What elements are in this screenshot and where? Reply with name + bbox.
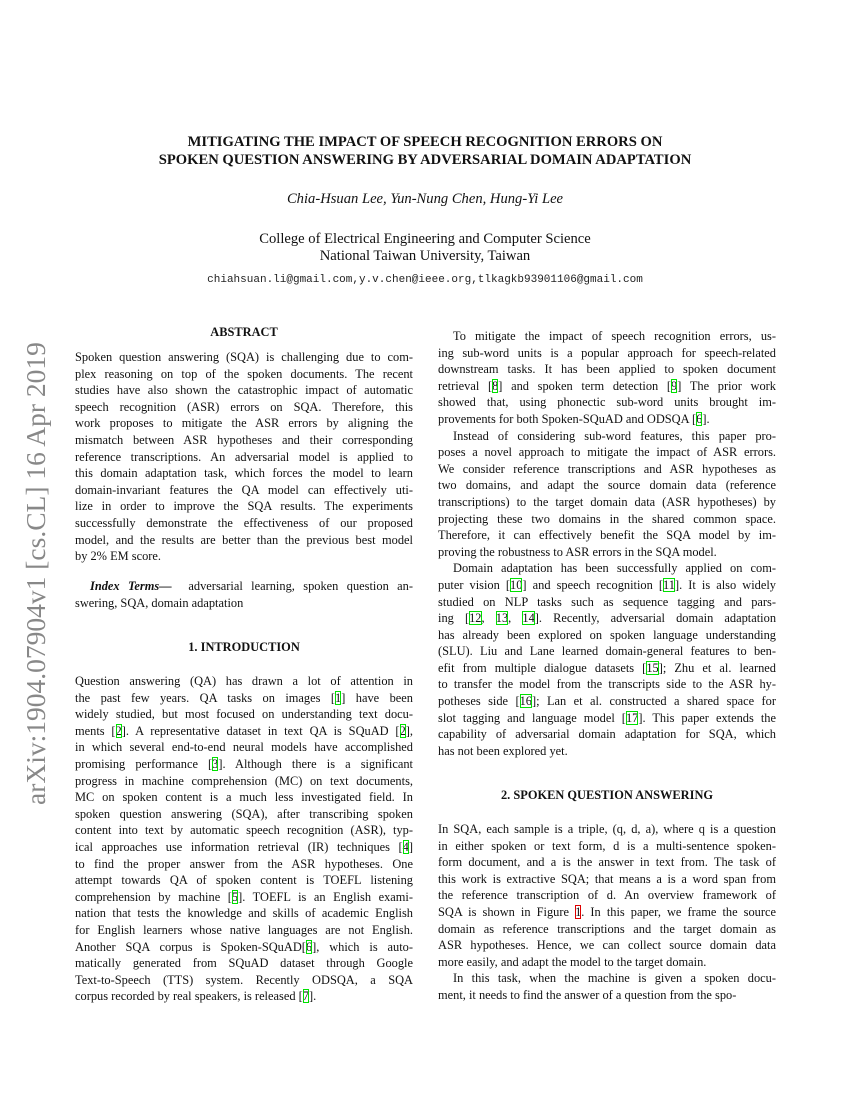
citation-link[interactable]: 8 — [492, 378, 499, 393]
text-line: spoken question answering (SQA), after transcribing spoken — [75, 806, 413, 821]
text-line: puter vision [10] and speech recognition [11]. It is also widely — [438, 577, 776, 592]
authors: Chia-Hsuan Lee, Yun-Nung Chen, Hung-Yi Lee — [286, 191, 564, 207]
text-line: ASR hypotheses. Hence, we can collect source domain data — [438, 938, 776, 953]
text-line: nation that tests the knowledge and skills of academic English — [75, 906, 413, 921]
text-line: more easily, and adapt the model to the target domain. — [438, 954, 707, 969]
citation-link[interactable]: 12 — [469, 611, 482, 626]
index-terms-line: swering, SQA, domain adaptation — [75, 595, 244, 610]
citation-link[interactable]: 10 — [510, 577, 523, 592]
text-line: proving the robustness to ASR errors in the SQA model. — [438, 544, 717, 559]
figure-link[interactable]: 1 — [575, 904, 582, 919]
text-line: progress in machine comprehension (MC) on text documents, — [75, 773, 413, 788]
text-line: transcriptions) to the target domain data (ASR hypotheses) by — [438, 494, 776, 509]
text-line: two domains, and adapt the source domain data (reference — [438, 478, 776, 493]
introduction-body-left — [75, 673, 413, 1005]
text-line: successfully demonstrate the effectiveness of our proposed — [75, 515, 413, 530]
text-line: (SLU). Liu and Lane learned domain-general features to ben- — [438, 644, 776, 659]
text-line: ing [12, 13, 14]. Recently, adversarial domain adaptation — [438, 611, 776, 626]
text-line: Question answering (QA) has drawn a lot of attention in — [75, 674, 413, 688]
text-line: the reference transcription of d. An overview framework of — [438, 888, 776, 903]
text-line: attempt towards QA of spoken content is TOEFL listening — [75, 873, 413, 888]
text-line: In this task, when the machine is given a spoken docu- — [453, 971, 776, 986]
spoken-qa-heading: 2. SPOKEN QUESTION ANSWERING — [500, 788, 714, 802]
text-line: to transfer the model from the transcripts side to the ASR hy- — [438, 677, 776, 692]
arxiv-identifier: arXiv:1904.07904v1 [cs.CL] 16 Apr 2019 — [20, 342, 51, 805]
abstract-body — [75, 349, 413, 565]
affiliation-line-2: National Taiwan University, Taiwan — [319, 248, 531, 264]
index-terms-label: Index Terms— — [90, 579, 172, 593]
text-line: poses a novel approach to mitigate the impact of ASR errors. — [438, 445, 776, 460]
text-line: SQA is shown in Figure 1. In this paper, we frame the source — [438, 904, 776, 919]
citation-link[interactable]: 15 — [646, 660, 659, 675]
text-line: speech recognition (ASR) errors on SQA. Therefore, this — [75, 399, 413, 414]
text-line: form document, and a is the answer in text from. The task of — [438, 855, 776, 870]
text-line: Instead of considering sub-word features, this paper pro- — [453, 428, 776, 443]
text-line: showed that, using phonectic sub-word units brought im- — [438, 395, 776, 410]
text-line: Text-to-Speech (TTS) system. Recently ODSQA, a SQA — [75, 972, 413, 987]
text-line: has not been explored yet. — [438, 743, 568, 758]
text-line: studies have also shown the catastrophic impact of automatic — [75, 383, 413, 398]
text-line: MC on spoken content is a much less investigated field. In — [75, 790, 413, 805]
paper-title — [0, 133, 850, 169]
text-line: work proposes to mitigate the ASR errors by aligning the — [75, 416, 413, 431]
text-line: content into text by automatic speech recognition (ASR), typ- — [75, 823, 413, 838]
text-line: plex reasoning on top of the spoken documents. The recent — [75, 366, 413, 381]
affiliation — [0, 231, 850, 265]
abstract-heading: ABSTRACT — [210, 325, 278, 339]
citation-link[interactable]: 17 — [625, 710, 639, 725]
text-line: efit from multiple dialogue datasets [15]; Zhu et al. learned — [438, 660, 776, 675]
text-line: comprehension by machine [5]. TOEFL is an English exami- — [75, 889, 413, 904]
citation-link[interactable]: 2 — [399, 723, 406, 738]
text-line: retrieval [8] and spoken term detection [9] The prior work — [438, 378, 776, 393]
text-line: To mitigate the impact of speech recognition errors, us- — [453, 329, 776, 343]
text-line: projecting these two domains in the shared common space. — [438, 511, 776, 526]
text-line: promising performance [3]. Although there is a significant — [75, 756, 413, 771]
spoken-qa-body — [438, 821, 776, 1004]
citation-link[interactable]: 4 — [402, 839, 409, 854]
text-line: for English learners whose native languages are not English. — [75, 922, 413, 937]
text-line: model, and the results are better than the previous best model — [75, 532, 413, 547]
text-line: We consider reference transcriptions and ASR hypotheses as — [438, 461, 776, 476]
text-line: Another SQA corpus is Spoken-SQuAD[6], which is auto- — [75, 939, 413, 954]
citation-link[interactable]: 11 — [663, 577, 675, 592]
text-line: ments [2]. A representative dataset in text QA is SQuAD [2], — [75, 723, 413, 738]
author-emails: chiahsuan.li@gmail.com,y.v.chen@ieee.org,tlkagkb93901106@gmail.com — [207, 274, 643, 286]
text-line: by 2% EM score. — [75, 549, 162, 564]
text-line: mismatch between ASR hypotheses and their corresponding — [75, 432, 413, 447]
text-line: reference transcriptions. An adversarial model is applied to — [75, 449, 413, 464]
citation-link[interactable]: 6 — [305, 939, 313, 954]
title-line-2: SPOKEN QUESTION ANSWERING BY ADVERSARIAL DOMAIN ADAPTATION — [158, 152, 692, 168]
text-line: In SQA, each sample is a triple, (q, d, a), where q is a question — [438, 822, 776, 836]
text-line: lize in order to improve the SQA results. The experiments — [75, 499, 413, 514]
index-terms-text: adversarial learning, spoken question an- — [188, 579, 413, 593]
text-line: provements for both Spoken-SQuAD and ODSQA [6]. — [438, 411, 710, 426]
text-line: matically generated from SQuAD dataset through Google — [75, 956, 413, 971]
text-line: downstream tasks. It has been applied to spoken document — [438, 362, 776, 377]
text-line: studied on NLP tasks such as sequence tagging and pars- — [438, 594, 776, 609]
text-line: domain as reference transcriptions and the target domain as — [438, 921, 776, 936]
text-line: in which several end-to-end neural models have accomplished — [75, 740, 413, 755]
text-line: corpus recorded by real speakers, is released [7]. — [75, 989, 317, 1004]
text-line: widely studied, but most focused on understanding text docu- — [75, 707, 413, 722]
introduction-heading: 1. INTRODUCTION — [188, 640, 300, 654]
introduction-body-right — [438, 328, 776, 759]
text-line: ment, it needs to find the answer of a question from the spo- — [438, 987, 737, 1002]
citation-link[interactable]: 16 — [519, 694, 532, 709]
citation-link[interactable]: 14 — [522, 611, 535, 626]
index-terms-line — [75, 578, 413, 595]
citation-link[interactable]: 3 — [212, 756, 219, 771]
affiliation-line-1: College of Electrical Engineering and Computer Science — [259, 231, 591, 247]
citation-link[interactable]: 5 — [231, 889, 239, 904]
text-line: has already been explored on spoken language understanding — [438, 627, 776, 642]
text-line: slot tagging and language model [17]. This paper extends the — [438, 710, 776, 725]
text-line: ical approaches use information retrieval (IR) techniques [4] — [75, 839, 413, 854]
citation-link[interactable]: 7 — [302, 989, 309, 1004]
text-line: ing sub-word units is a popular approach for speech-related — [438, 345, 776, 360]
text-line: this domain adaptation task, which forces the model to learn — [75, 466, 413, 481]
text-line: Domain adaptation has been successfully applied on com- — [453, 561, 776, 576]
text-line: potheses side [16]; Lan et al. constructed a shared space for — [438, 694, 776, 709]
citation-link[interactable]: 6 — [696, 411, 703, 426]
text-line: domain-invariant features the QA model can effectively uti- — [75, 482, 413, 497]
title-line-1: MITIGATING THE IMPACT OF SPEECH RECOGNITION ERRORS ON — [187, 134, 663, 150]
text-line: capability of adversarial domain adaptation for SQA, which — [438, 727, 776, 742]
text-line: to find the proper answer from the ASR hypotheses. One — [75, 856, 413, 871]
text-line: the past few years. QA tasks on images [1] have been — [75, 690, 413, 705]
citation-link[interactable]: 2 — [115, 723, 122, 738]
citation-link[interactable]: 1 — [335, 690, 342, 705]
text-line: this work is extractive SQA; that means a is a word span from — [438, 871, 776, 886]
index-terms — [75, 578, 413, 611]
citation-link[interactable]: 13 — [495, 611, 509, 626]
text-line: Therefore, it can effectively benefit the SQA model by im- — [438, 528, 776, 543]
text-line: Spoken question answering (SQA) is challenging due to com- — [75, 350, 413, 364]
citation-link[interactable]: 9 — [671, 378, 678, 393]
text-line: in either spoken or text form, d is a multi-sentence spoken- — [438, 838, 776, 853]
